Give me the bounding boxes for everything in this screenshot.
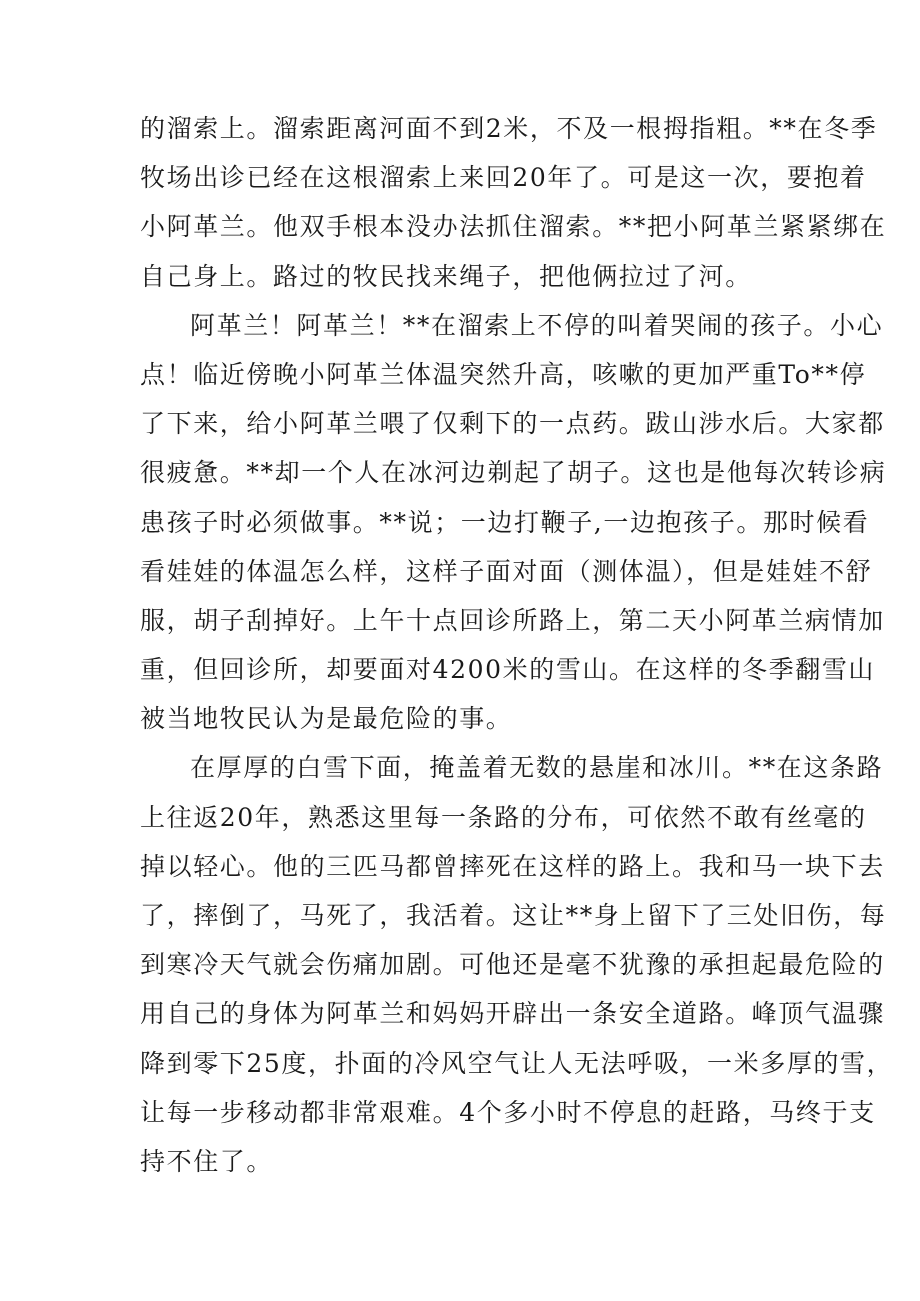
paragraph-1 [140,104,887,301]
text-line: 看娃娃的体温怎么样，这样子面对面（测体温），但是娃娃不舒 [140,556,873,586]
text-line: 让每一步移动都非常艰难。4个多小时不停息的赶路，马终于支 [140,1097,876,1127]
body-text [140,104,894,1186]
text-line: 患孩子时必须做事。**说；一边打鞭子,一边抱孩子。那时候看 [140,507,870,537]
text-line: 持不住了。 [140,1146,274,1176]
text-line: 的溜索上。溜索距离河面不到2米，不及一根拇指粗。**在冬季 [140,114,878,143]
text-line: 上往返20年，熟悉这里每一条路的分布，可依然不敢有丝毫的 [140,802,867,832]
text-line: 了，摔倒了，马死了，我活着。这让**身上留下了三处旧伤，每 [140,901,887,930]
text-line: 重，但回诊所，却要面对4200米的雪山。在这样的冬季翻雪山 [140,655,876,685]
text-line: 牧场出诊已经在这根溜索上来回20年了。可是这一次，要抱着 [140,163,867,193]
text-line: 很疲惫。**却一个人在冰河边剃起了胡子。这也是他每次转诊病 [140,458,887,488]
text-line: 降到零下25度，扑面的冷风空气让人无法呼吸，一米多厚的雪， [140,1048,894,1078]
text-line: 用自己的身体为阿革兰和妈妈开辟出一条安全道路。峰顶气温骤 [140,999,885,1029]
text-line: 小阿革兰。他双手根本没办法抓住溜索。**把小阿革兰紧紧绑在 [140,212,887,242]
text-line: 掉以轻心。他的三匹马都曾摔死在这样的路上。我和马一块下去 [140,851,885,881]
text-line: 了下来，给小阿革兰喂了仅剩下的一点药。跋山涉水后。大家都 [140,409,885,439]
text-line: 服，胡子刮掉好。上午十点回诊所路上，第二天小阿革兰病情加 [140,605,885,635]
text-line: 被当地牧民认为是最危险的事。 [140,704,513,734]
text-line: 点！临近傍晚小阿革兰体温突然升高，咳嗽的更加严重To**停 [140,359,867,389]
text-line: 阿革兰！阿革兰！**在溜索上不停的叫着哭闹的孩子。小心 [190,310,884,340]
text-line: 到寒冷天气就会伤痛加剧。可他还是毫不犹豫的承担起最危险的 [140,950,885,980]
text-line: 自己身上。路过的牧民找来绳子，把他俩拉过了河。 [140,261,752,291]
paragraph-2 [140,301,887,744]
text-line: 在厚厚的白雪下面，掩盖着无数的悬崖和冰川。**在这条路 [190,753,884,783]
paragraph-3 [140,743,894,1186]
